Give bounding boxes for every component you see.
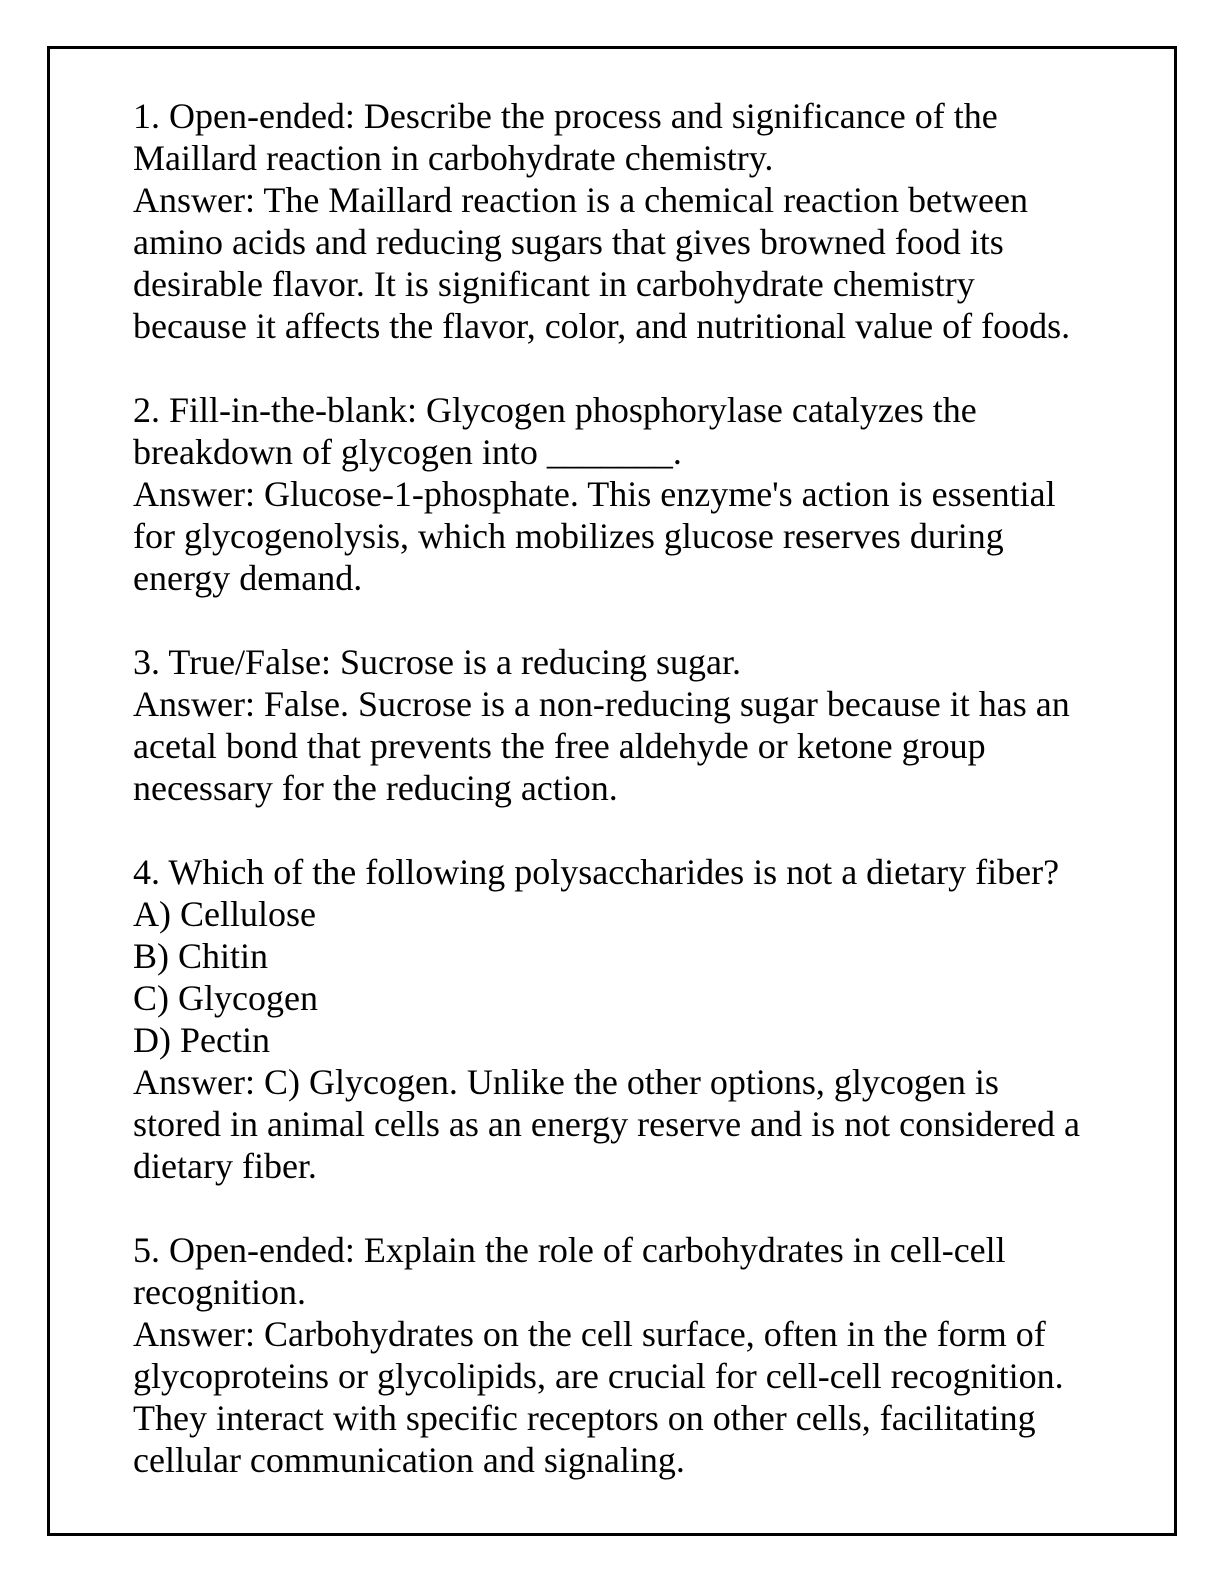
- text-line: C) Glycogen: [133, 978, 318, 1018]
- text-line: 3. True/False: Sucrose is a reducing sugar.: [133, 642, 741, 682]
- question-block-question-4: [133, 851, 1144, 1187]
- question-block-question-2: [133, 389, 1144, 599]
- text-line: 5. Open-ended: Explain the role of carbohydrates in cell-cell: [133, 1230, 1006, 1270]
- question-block-question-3: [133, 641, 1144, 809]
- text-line: acetal bond that prevents the free aldehyde or ketone group: [133, 726, 986, 766]
- text-line: A) Cellulose: [133, 894, 316, 934]
- text-line: They interact with specific receptors on other cells, facilitating: [133, 1398, 1036, 1438]
- text-line: Answer: Carbohydrates on the cell surface, often in the form of: [133, 1314, 1046, 1354]
- text-line: because it affects the flavor, color, and nutritional value of foods.: [133, 306, 1071, 346]
- text-line: energy demand.: [133, 558, 363, 598]
- text-line: amino acids and reducing sugars that gives browned food its: [133, 222, 1004, 262]
- text-line: 2. Fill-in-the-blank: Glycogen phosphorylase catalyzes the: [133, 390, 977, 430]
- text-line: Maillard reaction in carbohydrate chemistry.: [133, 138, 774, 178]
- page-border-frame: [47, 46, 1177, 1536]
- text-line: D) Pectin: [133, 1020, 270, 1060]
- text-line: desirable flavor. It is significant in carbohydrate chemistry: [133, 264, 975, 304]
- text-line: 1. Open-ended: Describe the process and significance of the: [133, 96, 998, 136]
- text-line: Answer: The Maillard reaction is a chemical reaction between: [133, 180, 1028, 220]
- text-line: dietary fiber.: [133, 1146, 317, 1186]
- question-block-question-5: [133, 1229, 1144, 1481]
- question-block-question-1: [133, 95, 1144, 347]
- text-line: B) Chitin: [133, 936, 269, 976]
- text-line: Answer: C) Glycogen. Unlike the other options, glycogen is: [133, 1062, 999, 1102]
- text-line: Answer: Glucose-1-phosphate. This enzyme's action is essential: [133, 474, 1056, 514]
- text-line: cellular communication and signaling.: [133, 1440, 685, 1480]
- text-line: 4. Which of the following polysaccharides is not a dietary fiber?: [133, 852, 1060, 892]
- text-line: necessary for the reducing action.: [133, 768, 618, 808]
- text-line: glycoproteins or glycolipids, are crucial for cell-cell recognition.: [133, 1356, 1064, 1396]
- text-line: stored in animal cells as an energy reserve and is not considered a: [133, 1104, 1081, 1144]
- quiz-content: [133, 95, 1144, 1481]
- text-line: for glycogenolysis, which mobilizes glucose reserves during: [133, 516, 1004, 556]
- text-line: Answer: False. Sucrose is a non-reducing sugar because it has an: [133, 684, 1070, 724]
- text-line: breakdown of glycogen into _______.: [133, 432, 682, 472]
- text-line: recognition.: [133, 1272, 306, 1312]
